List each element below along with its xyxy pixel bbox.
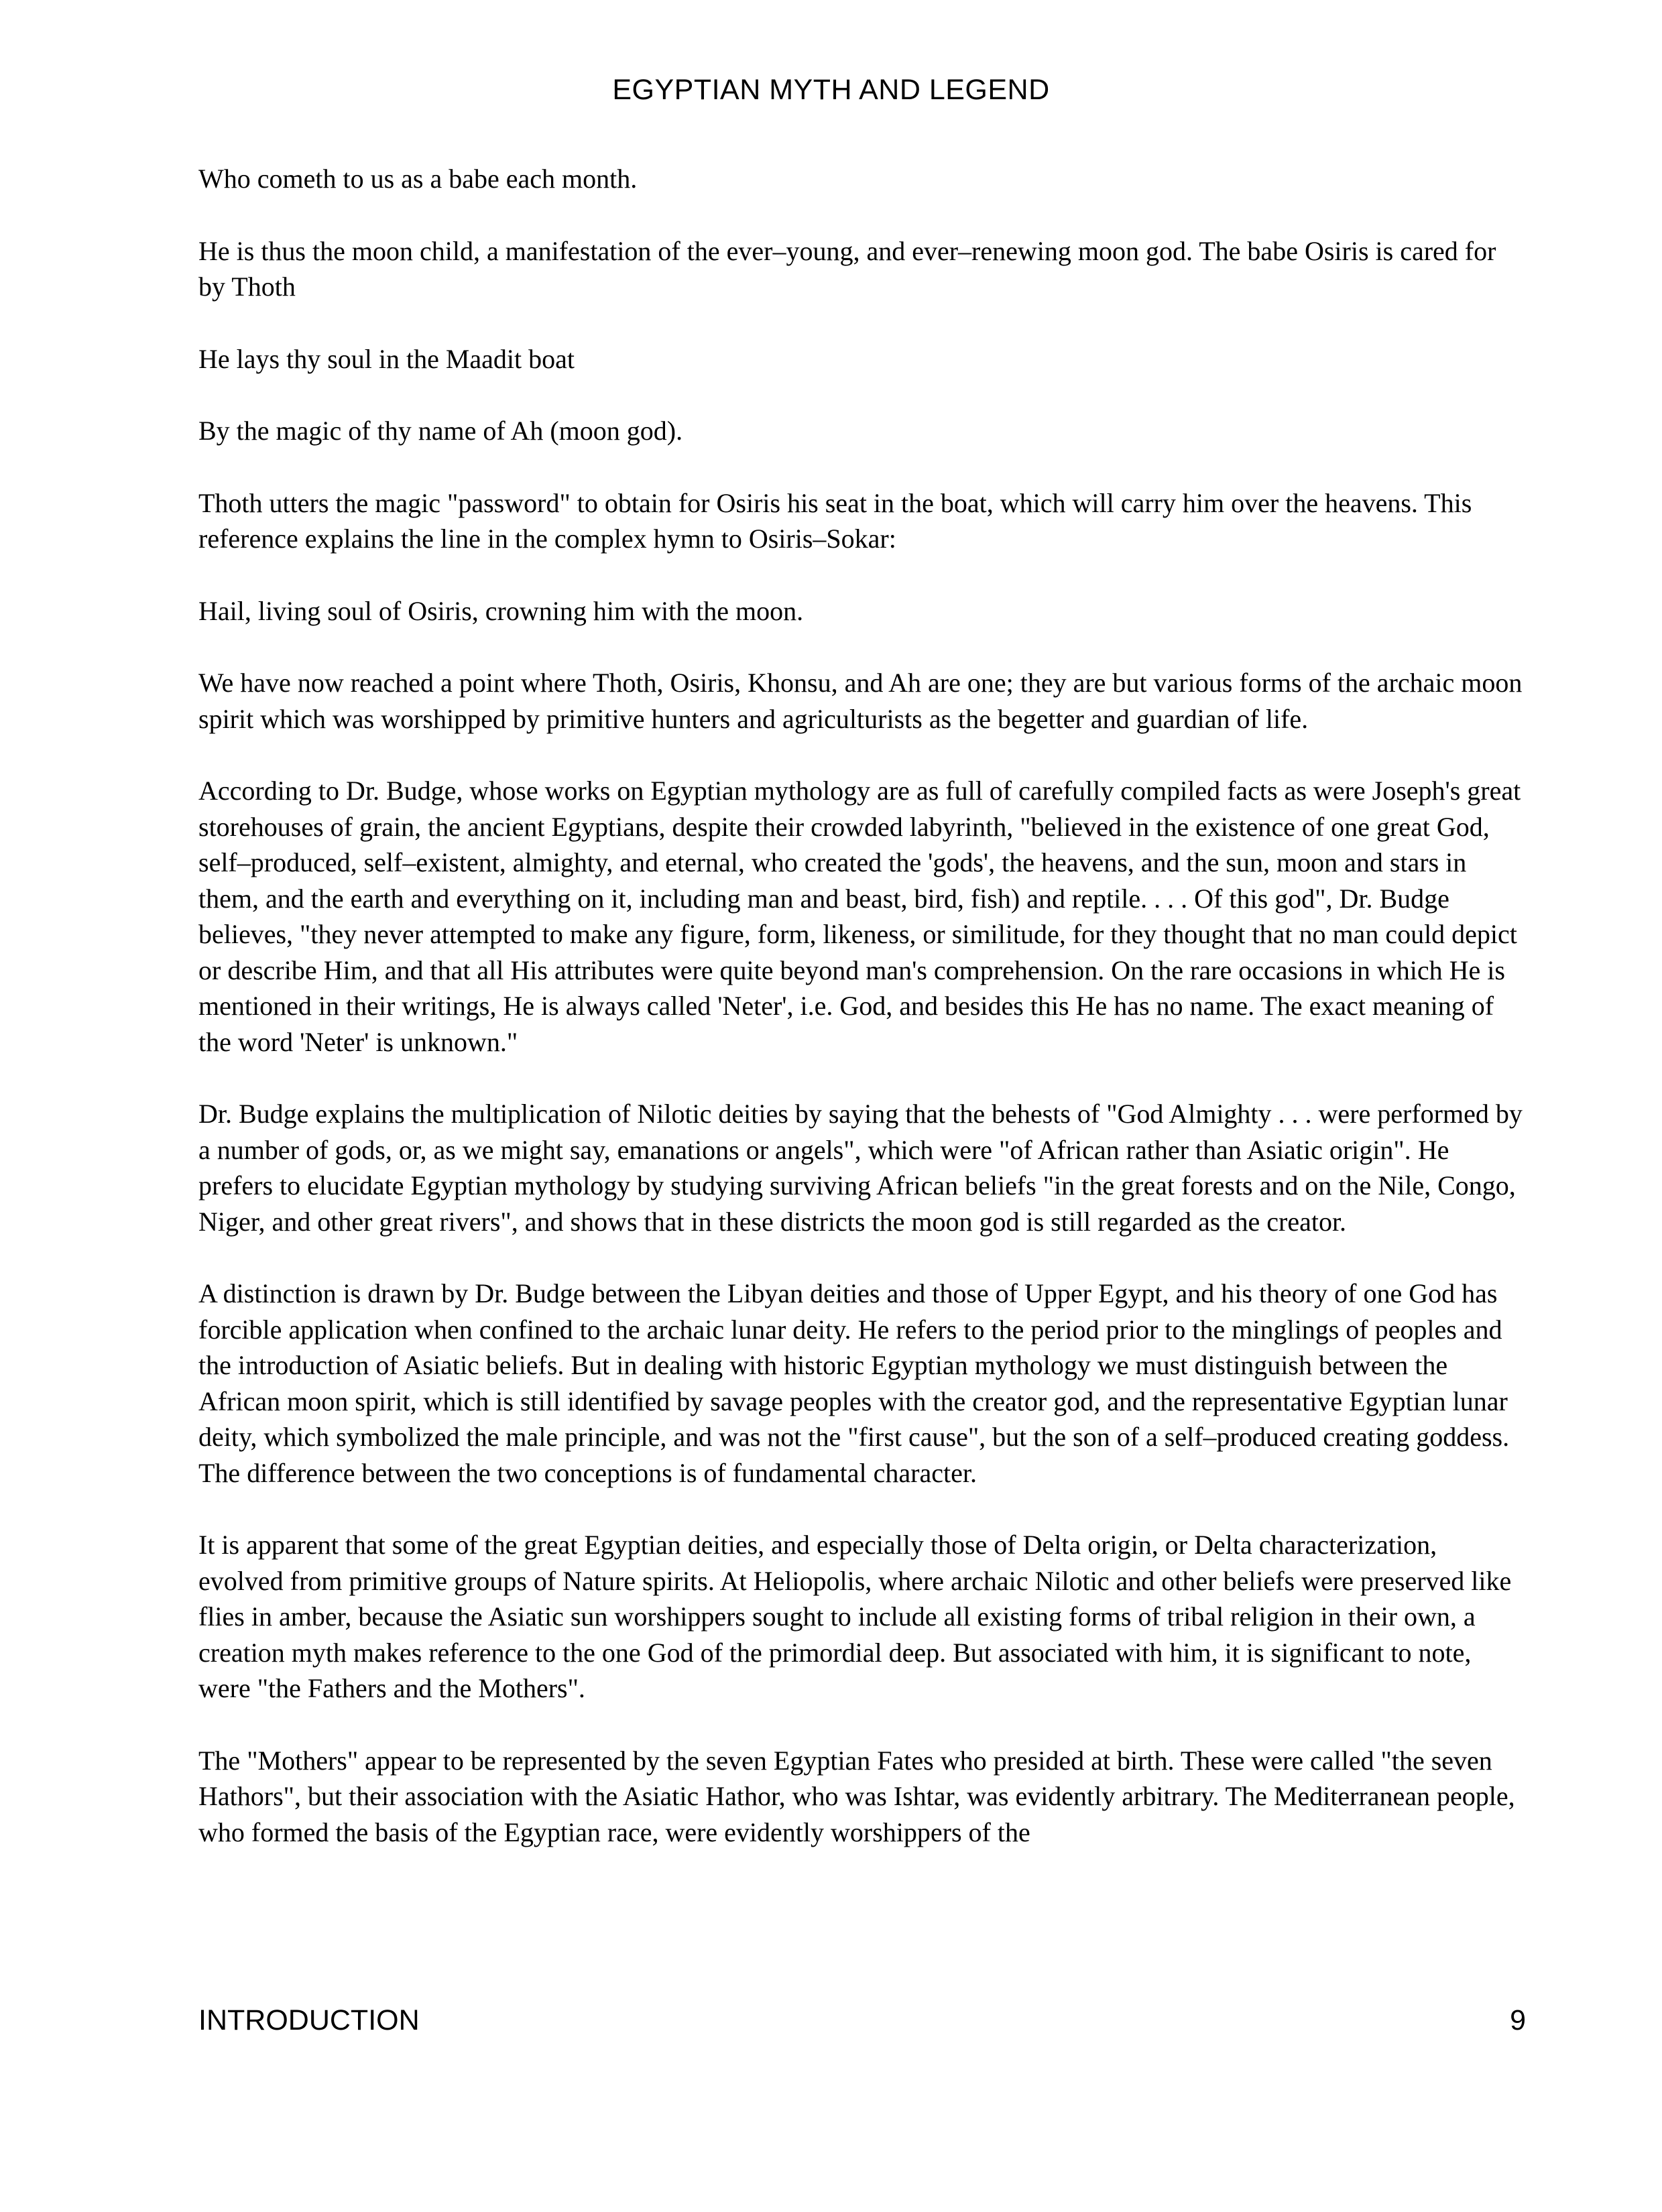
paragraph: The "Mothers" appear to be represented by the seven Egyptian Fates who presided at birth. These were called "the seven Hathors", but their association with the Asiatic Hathor, who was Ishtar, was evidently arbitrary. The Mediterranean people, who formed the basis of the Egyptian race, were evidently worshippers of the <box>198 1745 1515 1847</box>
paragraph: Dr. Budge explains the multiplication of Nilotic deities by saying that the behests of "God Almighty . . . were performed by a number of gods, or, as we might say, emanations or angels", which were "of African rather than Asiatic origin". He prefers to elucidate Egyptian mythology by studying surviving African beliefs "in the great forests and on the Nile, Congo, Niger, and other great rivers", and shows that in these districts the moon god is still regarded as the creator. <box>198 1099 1523 1237</box>
page-number: 9 <box>1510 2004 1526 2036</box>
paragraph: By the magic of thy name of Ah (moon god). <box>198 416 683 446</box>
running-footer <box>198 2000 1526 2040</box>
page-body <box>198 161 1526 1886</box>
paragraph: Hail, living soul of Osiris, crowning him with the moon. <box>198 595 804 626</box>
running-header: EGYPTIAN MYTH AND LEGEND <box>612 74 1050 106</box>
paragraph: Who cometh to us as a babe each month. <box>198 164 638 194</box>
footer-section-title: INTRODUCTION <box>198 2004 420 2036</box>
paragraph: He lays thy soul in the Maadit boat <box>198 343 575 374</box>
paragraph: Thoth utters the magic "password" to obtain for Osiris his seat in the boat, which will carry him over the heavens. This reference explains the line in the complex hymn to Osiris–Sokar: <box>198 487 1472 554</box>
paragraph: He is thus the moon child, a manifestation of the ever–young, and ever–renewing moon god. The babe Osiris is cared for by Thoth <box>198 235 1496 302</box>
paragraph: A distinction is drawn by Dr. Budge between the Libyan deities and those of Upper Egypt, and his theory of one God has forcible application when confined to the archaic lunar deity. He refers to the period prior to the minglings of peoples and the introduction of Asiatic beliefs. But in dealing with historic Egyptian mythology we must distinguish between the African moon spirit, which is still identified by savage peoples with the creator god, and the representative Egyptian lunar deity, which symbolized the male principle, and was not the "first cause", but the son of a self–produced creating goddess. The difference between the two conceptions is of fundamental character. <box>198 1278 1510 1488</box>
paragraph: We have now reached a point where Thoth, Osiris, Khonsu, and Ah are one; they are but various forms of the archaic moon spirit which was worshipped by primitive hunters and agriculturists as the begetter and guardian of life. <box>198 668 1523 734</box>
paragraph: It is apparent that some of the great Egyptian deities, and especially those of Delta origin, or Delta characterization, evolved from primitive groups of Nature spirits. At Heliopolis, where archaic Nilotic and other beliefs were preserved like flies in amber, because the Asiatic sun worshippers sought to include all existing forms of tribal religion in their own, a creation myth makes reference to the one God of the primordial deep. But associated with him, it is significant to note, were "the Fathers and the Mothers". <box>198 1530 1512 1703</box>
paragraph: According to Dr. Budge, whose works on Egyptian mythology are as full of carefully compiled facts as were Joseph's great storehouses of grain, the ancient Egyptians, despite their crowded labyrinth, "believed in the existence of one great God, self–produced, self–existent, almighty, and eternal, who created the 'gods', the heavens, and the sun, moon and stars in them, and the earth and everything on it, including man and beast, bird, fish) and reptile. . . . Of this god", Dr. Budge believes, "they never attempted to make any figure, form, likeness, or similitude, for they thought that no man could depict or describe Him, and that all His attributes were quite beyond man's comprehension. On the rare occasions in which He is mentioned in their writings, He is always called 'Neter', i.e. God, and besides this He has no name. The exact meaning of the word 'Neter' is unknown." <box>198 776 1521 1057</box>
